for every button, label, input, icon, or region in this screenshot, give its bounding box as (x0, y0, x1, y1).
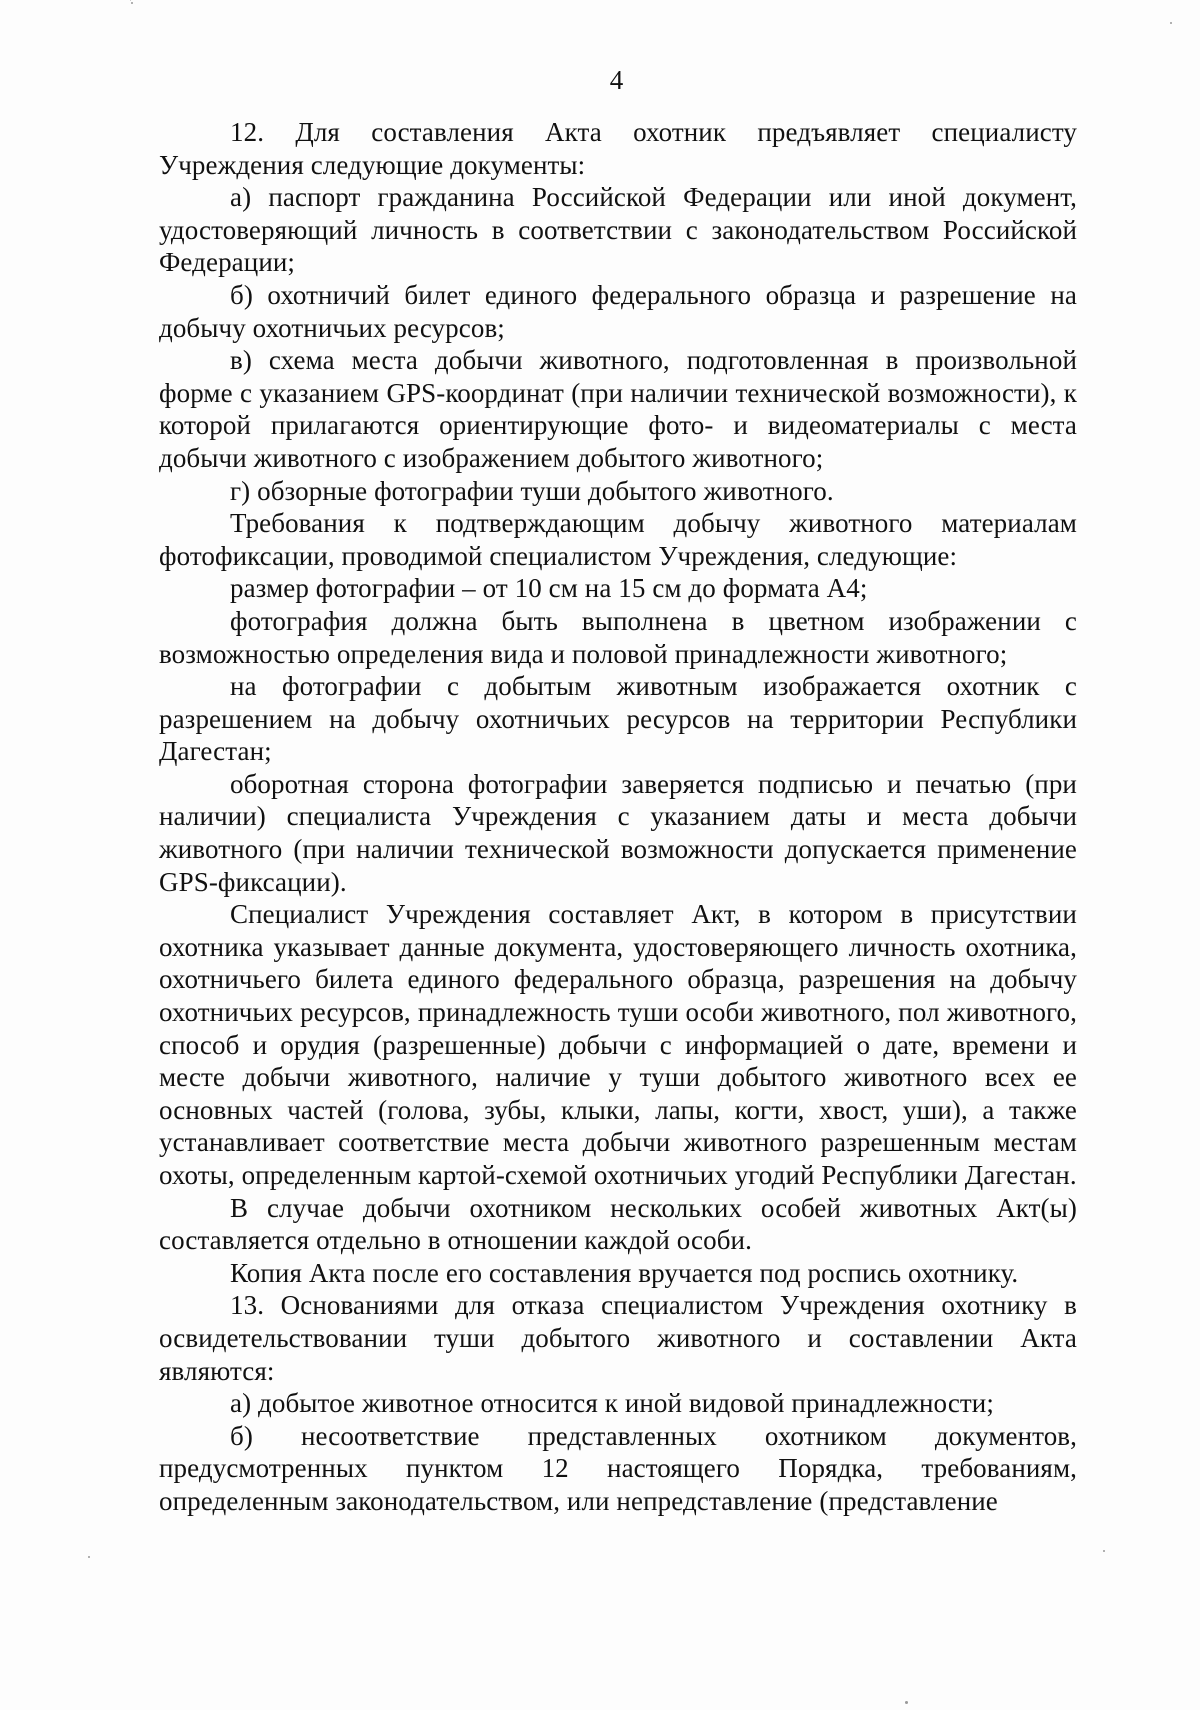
paragraph-photo-size: размер фотографии – от 10 см на 15 см до формата А4; (230, 573, 868, 604)
scan-speck (88, 1556, 90, 1558)
paragraph-photo-reverse: оборотная сторона фотографии заверяется подписью и печатью (при наличии) специалиста Учреждения с указанием даты и места добычи животного (при наличии технической возможности допускается применение GPS-фиксации). (159, 768, 1077, 897)
page-number: 4 (609, 65, 624, 95)
scan-speck (1170, 22, 1172, 24)
paragraph-act-copy: Копия Акта после его составления вручается под роспись охотнику. (230, 1257, 1019, 1288)
paragraph-photo-color: фотография должна быть выполнена в цветном изображении с возможностью определения вида и половой принадлежности животного; (159, 605, 1077, 669)
scan-edge-line (130, 0, 131, 1)
paragraph-12-g: г) обзорные фотографии туши добытого животного. (230, 475, 834, 506)
scan-speck (1103, 1550, 1105, 1552)
paragraph-photo-requirements: Требования к подтверждающим добычу животного материалам фотофиксации, проводимой специалистом Учреждения, следующие: (159, 508, 1077, 571)
paragraph-12-intro: 12. Для составления Акта охотник предъявляет специалисту Учреждения следующие документы: (159, 117, 1077, 180)
paragraph-photo-hunter: на фотографии с добытым животным изображается охотник с разрешением на добычу охотничьих ресурсов на территории Республики Дагестан; (159, 671, 1077, 767)
paragraph-12-b: б) охотничий билет единого федерального образца и разрешение на добычу охотничьих ресурсов; (159, 279, 1077, 343)
paragraph-12-a: а) паспорт гражданина Российской Федерации или иной документ, удостоверяющий личность в соответствии с законодательством Российской Федерации; (159, 182, 1077, 278)
paragraph-13-a: а) добытое животное относится к иной видовой принадлежности; (230, 1388, 994, 1419)
paragraph-13-intro: 13. Основаниями для отказа специалистом Учреждения охотнику в освидетельствовании туши добытого животного и составлении Акта являются: (159, 1290, 1077, 1386)
scan-speck (131, 2, 133, 4)
paragraph-multiple-animals: В случае добычи охотником нескольких особей животных Акт(ы) составляется отдельно в отношении каждой особи. (159, 1192, 1077, 1256)
scan-speck (905, 1701, 908, 1704)
paragraph-13-b: б) несоответствие представленных охотником документов, предусмотренных пунктом 12 настоящего Порядка, требованиям, определенным законодательством, или непредставление (представление (159, 1420, 1077, 1516)
paragraph-12-v: в) схема места добычи животного, подготовленная в произвольной форме с указанием GPS-координат (при наличии технической возможности), к которой прилагаются ориентирующие фото- и видеоматериалы с места добычи животного с изображением добытого животного; (159, 345, 1077, 473)
document-body (159, 116, 1077, 1518)
paragraph-specialist-act: Специалист Учреждения составляет Акт, в котором в присутствии охотника указывает данные документа, удостоверяющего личность охотника, охотничьего билета единого федерального образца, разрешения на добычу охотничьих ресурсов, принадлежность туши особи животного, пол животного, способ и орудия (разрешенные) добычи с информацией о дате, времени и месте добычи животного, наличие у туши добытого животного всех ее основных частей (голова, зубы, клыки, лапы, когти, хвост, уши), а также устанавливает соответствие места добычи животного разрешенным местам охоты, определенным картой-схемой охотничьих угодий Республики Дагестан. (159, 899, 1077, 1190)
